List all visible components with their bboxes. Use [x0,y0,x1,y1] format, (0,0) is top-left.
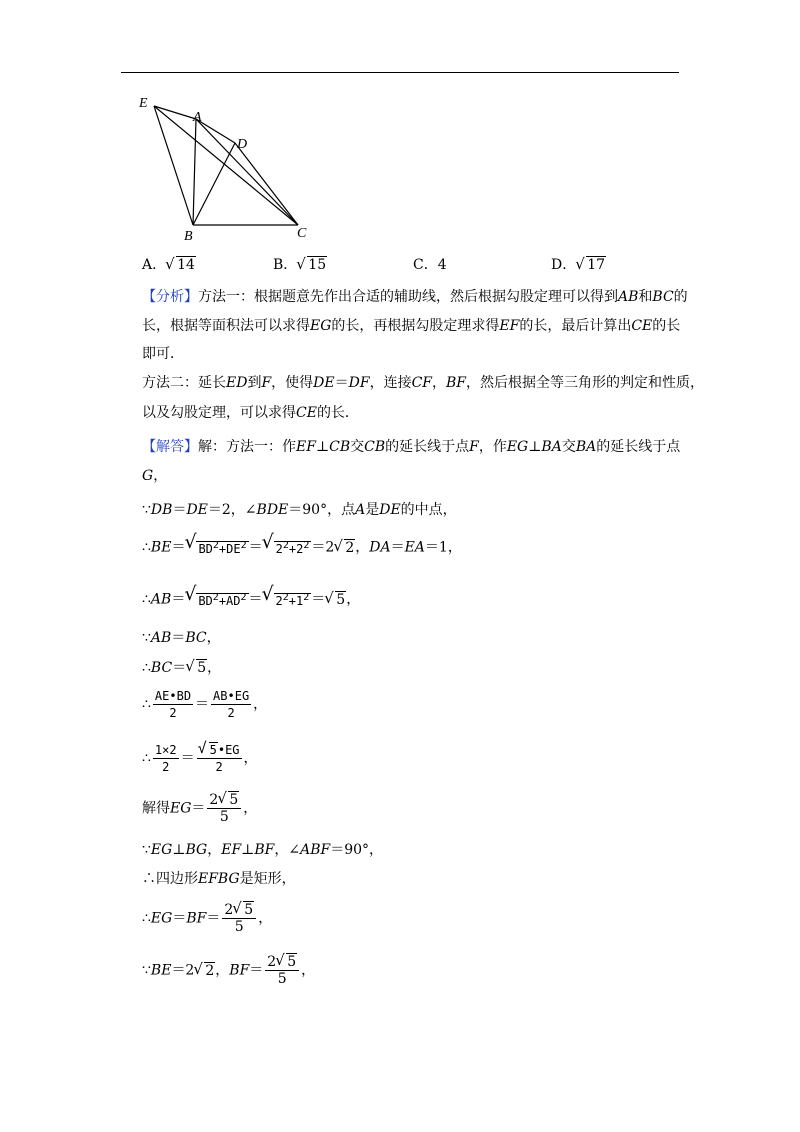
solution-line-9: ∴ $\frac{1\times 2}{2}$ ＝ √ $\frac{5•EG}{2}$ ， [142,742,258,775]
analysis-line-1: 【分析】方法一：根据题意先作出合适的辅助线，然后根据勾股定理可以得到AB和BC的 [142,289,688,305]
segment-DC [235,143,298,225]
segment-EC [154,106,298,225]
point-label-A: A [193,110,202,125]
option-b: B．√ 15 [273,254,327,274]
option-a: A．√ 14 [142,254,196,274]
solution-line-11: ∵EG⊥BG，EF⊥BF，∠ABF＝90°， [142,842,384,858]
point-label-B: B [184,229,193,244]
analysis-line-3: 即可． [142,346,184,362]
solution-line-13: ∴EG＝BF＝ $\frac{2√ 5}{5}$ ， [142,902,272,935]
geometry-figure [130,90,330,250]
segment-AC [196,119,298,225]
solution-line-10: 解得EG＝ $\frac{2√ 5}{5}$ ， [142,792,257,825]
solution-line-1: 【解答】解：方法一：作EF⊥CB交CB的延长线于点F，作EG⊥BA交BA的延长线于点 [142,439,681,455]
point-label-C: C [297,226,307,241]
point-label-D: D [237,137,248,152]
point-label-E: E [139,96,148,111]
analysis-line-2: 长，根据等面积法可以求得EG的长，再根据勾股定理求得EF的长，最后计算出CE的长 [142,318,681,334]
solution-line-6: ∵AB＝BC， [142,630,221,646]
analysis-line-4: 方法二：延长ED到F，使得DE＝DF，连接CF，BF，然后根据全等三角形的判定和性质， [142,375,705,391]
solution-line-12: ∴四边形EFBG是矩形， [142,871,296,887]
solution-line-3: ∵DB＝DE＝2，∠BDE＝90°，点A是DE的中点， [142,502,457,518]
solution-line-8: ∴ $\frac{AE•BD}{2}$ ＝ $\frac{AB•EG}{2}$ ， [142,689,268,720]
solution-line-14: ∵BE＝2√ 2，BF＝ $\frac{2√ 5}{5}$ ， [142,954,315,987]
solution-line-2: G， [142,468,168,484]
solution-line-4: ∴BE＝√ $BD^2+DE^2$ ＝√ $2^2+2^2 =2√$ 2，DA＝EA＝1， [142,536,462,559]
header-rule [121,72,679,73]
solution-line-5: ∴AB＝√ $BD^2+AD^2$ ＝√ $2^2+1^2$ ＝√ 5， [142,588,360,611]
analysis-line-5: 以及勾股定理，可以求得CE的长． [142,405,359,421]
segment-EB [154,106,193,225]
segment-AB [193,119,196,225]
solution-line-7: ∴BC＝√ 5， [142,658,221,678]
option-c: C．4 [413,257,447,273]
segment-EA [154,106,196,119]
option-d: D．√ 17 [551,254,606,274]
